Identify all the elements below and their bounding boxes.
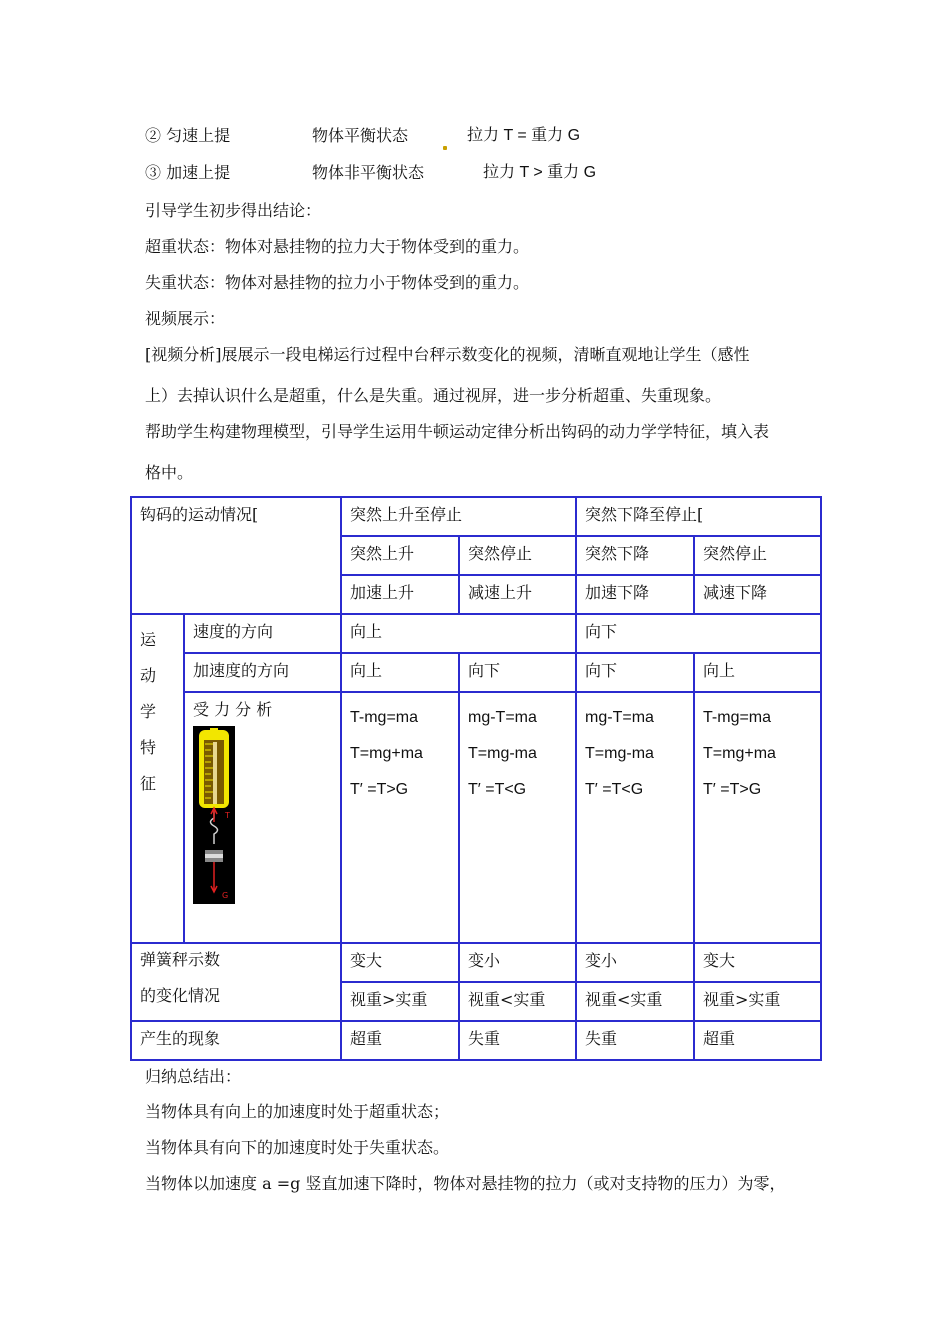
formula-cell: T-mg=ma T=mg+ma T′ =T>G [341, 692, 459, 943]
figure-label-g: G [222, 891, 229, 900]
scale-change-cell: 变小 [576, 943, 694, 982]
apparent-weight-cell: 视重<实重 [576, 982, 694, 1021]
phenomenon-cell: 失重 [576, 1021, 694, 1060]
phase-cell: 突然上升 [341, 536, 459, 575]
case-label: ③ 加速上提 [145, 163, 231, 182]
formula-cell: mg-T=ma T=mg-ma T′ =T<G [576, 692, 694, 943]
apparent-weight-cell: 视重<实重 [459, 982, 576, 1021]
apparent-weight-cell: 视重>实重 [341, 982, 459, 1021]
accel-cell: 向上 [341, 653, 459, 692]
phase-cell: 突然下降 [576, 536, 694, 575]
phenomenon-cell: 失重 [459, 1021, 576, 1060]
accel-cell: 向下 [459, 653, 576, 692]
motion-cell: 加速下降 [576, 575, 694, 614]
force-analysis-label: 受 力 分 析 [193, 700, 273, 719]
analysis-table [130, 496, 822, 1061]
paragraph: 上）去掉认识什么是超重，什么是失重。通过视屏，进一步分析超重、失重现象。 [145, 386, 722, 405]
paragraph: 超重状态：物体对悬挂物的拉力大于物体受到的重力。 [145, 237, 530, 256]
phase-cell: 突然停止 [694, 536, 821, 575]
kinematics-label: 运 动 学 特 征 [131, 614, 184, 943]
accel-cell: 向上 [694, 653, 821, 692]
paragraph: 视频展示： [145, 309, 226, 328]
marker-dot [443, 135, 447, 155]
motion-cell: 加速上升 [341, 575, 459, 614]
scale-change-cell: 变大 [694, 943, 821, 982]
conclusion-line: 当物体具有向下的加速度时处于失重状态。 [145, 1138, 450, 1157]
phenomenon-label: 产生的现象 [131, 1021, 341, 1060]
scale-reading-label: 弹簧秤示数 的变化情况 [131, 943, 341, 1021]
motion-cell: 减速上升 [459, 575, 576, 614]
velocity-label: 速度的方向 [184, 614, 341, 653]
case-label: ② 匀速上提 [145, 126, 231, 145]
paragraph: 失重状态：物体对悬挂物的拉力小于物体受到的重力。 [145, 273, 530, 292]
motion-row-label: 钩码的运动情况[ [131, 497, 341, 614]
conclusion-line: 当物体以加速度 a =g 竖直加速下降时，物体对悬挂物的拉力（或对支持物的压力）为零， [145, 1174, 786, 1193]
state-label: 物体平衡状态 [312, 126, 409, 145]
paragraph: 格中。 [145, 463, 194, 482]
state-label: 物体非平衡状态 [312, 163, 425, 182]
accel-label: 加速度的方向 [184, 653, 341, 692]
force-analysis-cell [184, 692, 341, 943]
motion-cell: 减速下降 [694, 575, 821, 614]
velocity-down-cell: 向下 [576, 614, 821, 653]
paragraph: 帮助学生构建物理模型，引导学生运用牛顿运动定律分析出钩码的动力学学特征，填入表 [145, 422, 770, 441]
formula-cell: T-mg=ma T=mg+ma T′ =T>G [694, 692, 821, 943]
phenomenon-cell: 超重 [694, 1021, 821, 1060]
paragraph: [视频分析]展展示一段电梯运行过程中台秤示数变化的视频，清晰直观地让学生（感性 [145, 345, 750, 364]
apparent-weight-cell: 视重>实重 [694, 982, 821, 1021]
force-label: 拉力 T > 重力 G [483, 164, 597, 181]
paragraph: 引导学生初步得出结论： [145, 201, 322, 220]
velocity-up-cell: 向上 [341, 614, 576, 653]
group-header-down: 突然下降至停止[ [576, 497, 821, 536]
conclusion-line: 当物体具有向上的加速度时处于超重状态； [145, 1102, 450, 1121]
phase-cell: 突然停止 [459, 536, 576, 575]
figure-label-t: T [225, 811, 230, 820]
scale-change-cell: 变小 [459, 943, 576, 982]
formula-cell: mg-T=ma T=mg-ma T′ =T<G [459, 692, 576, 943]
group-header-up: 突然上升至停止 [341, 497, 576, 536]
conclusion-line: 归纳总结出： [145, 1067, 242, 1086]
force-label: 拉力 T = 重力 G [467, 127, 581, 144]
spring-scale-figure [193, 726, 235, 904]
accel-cell: 向下 [576, 653, 694, 692]
phenomenon-cell: 超重 [341, 1021, 459, 1060]
scale-change-cell: 变大 [341, 943, 459, 982]
